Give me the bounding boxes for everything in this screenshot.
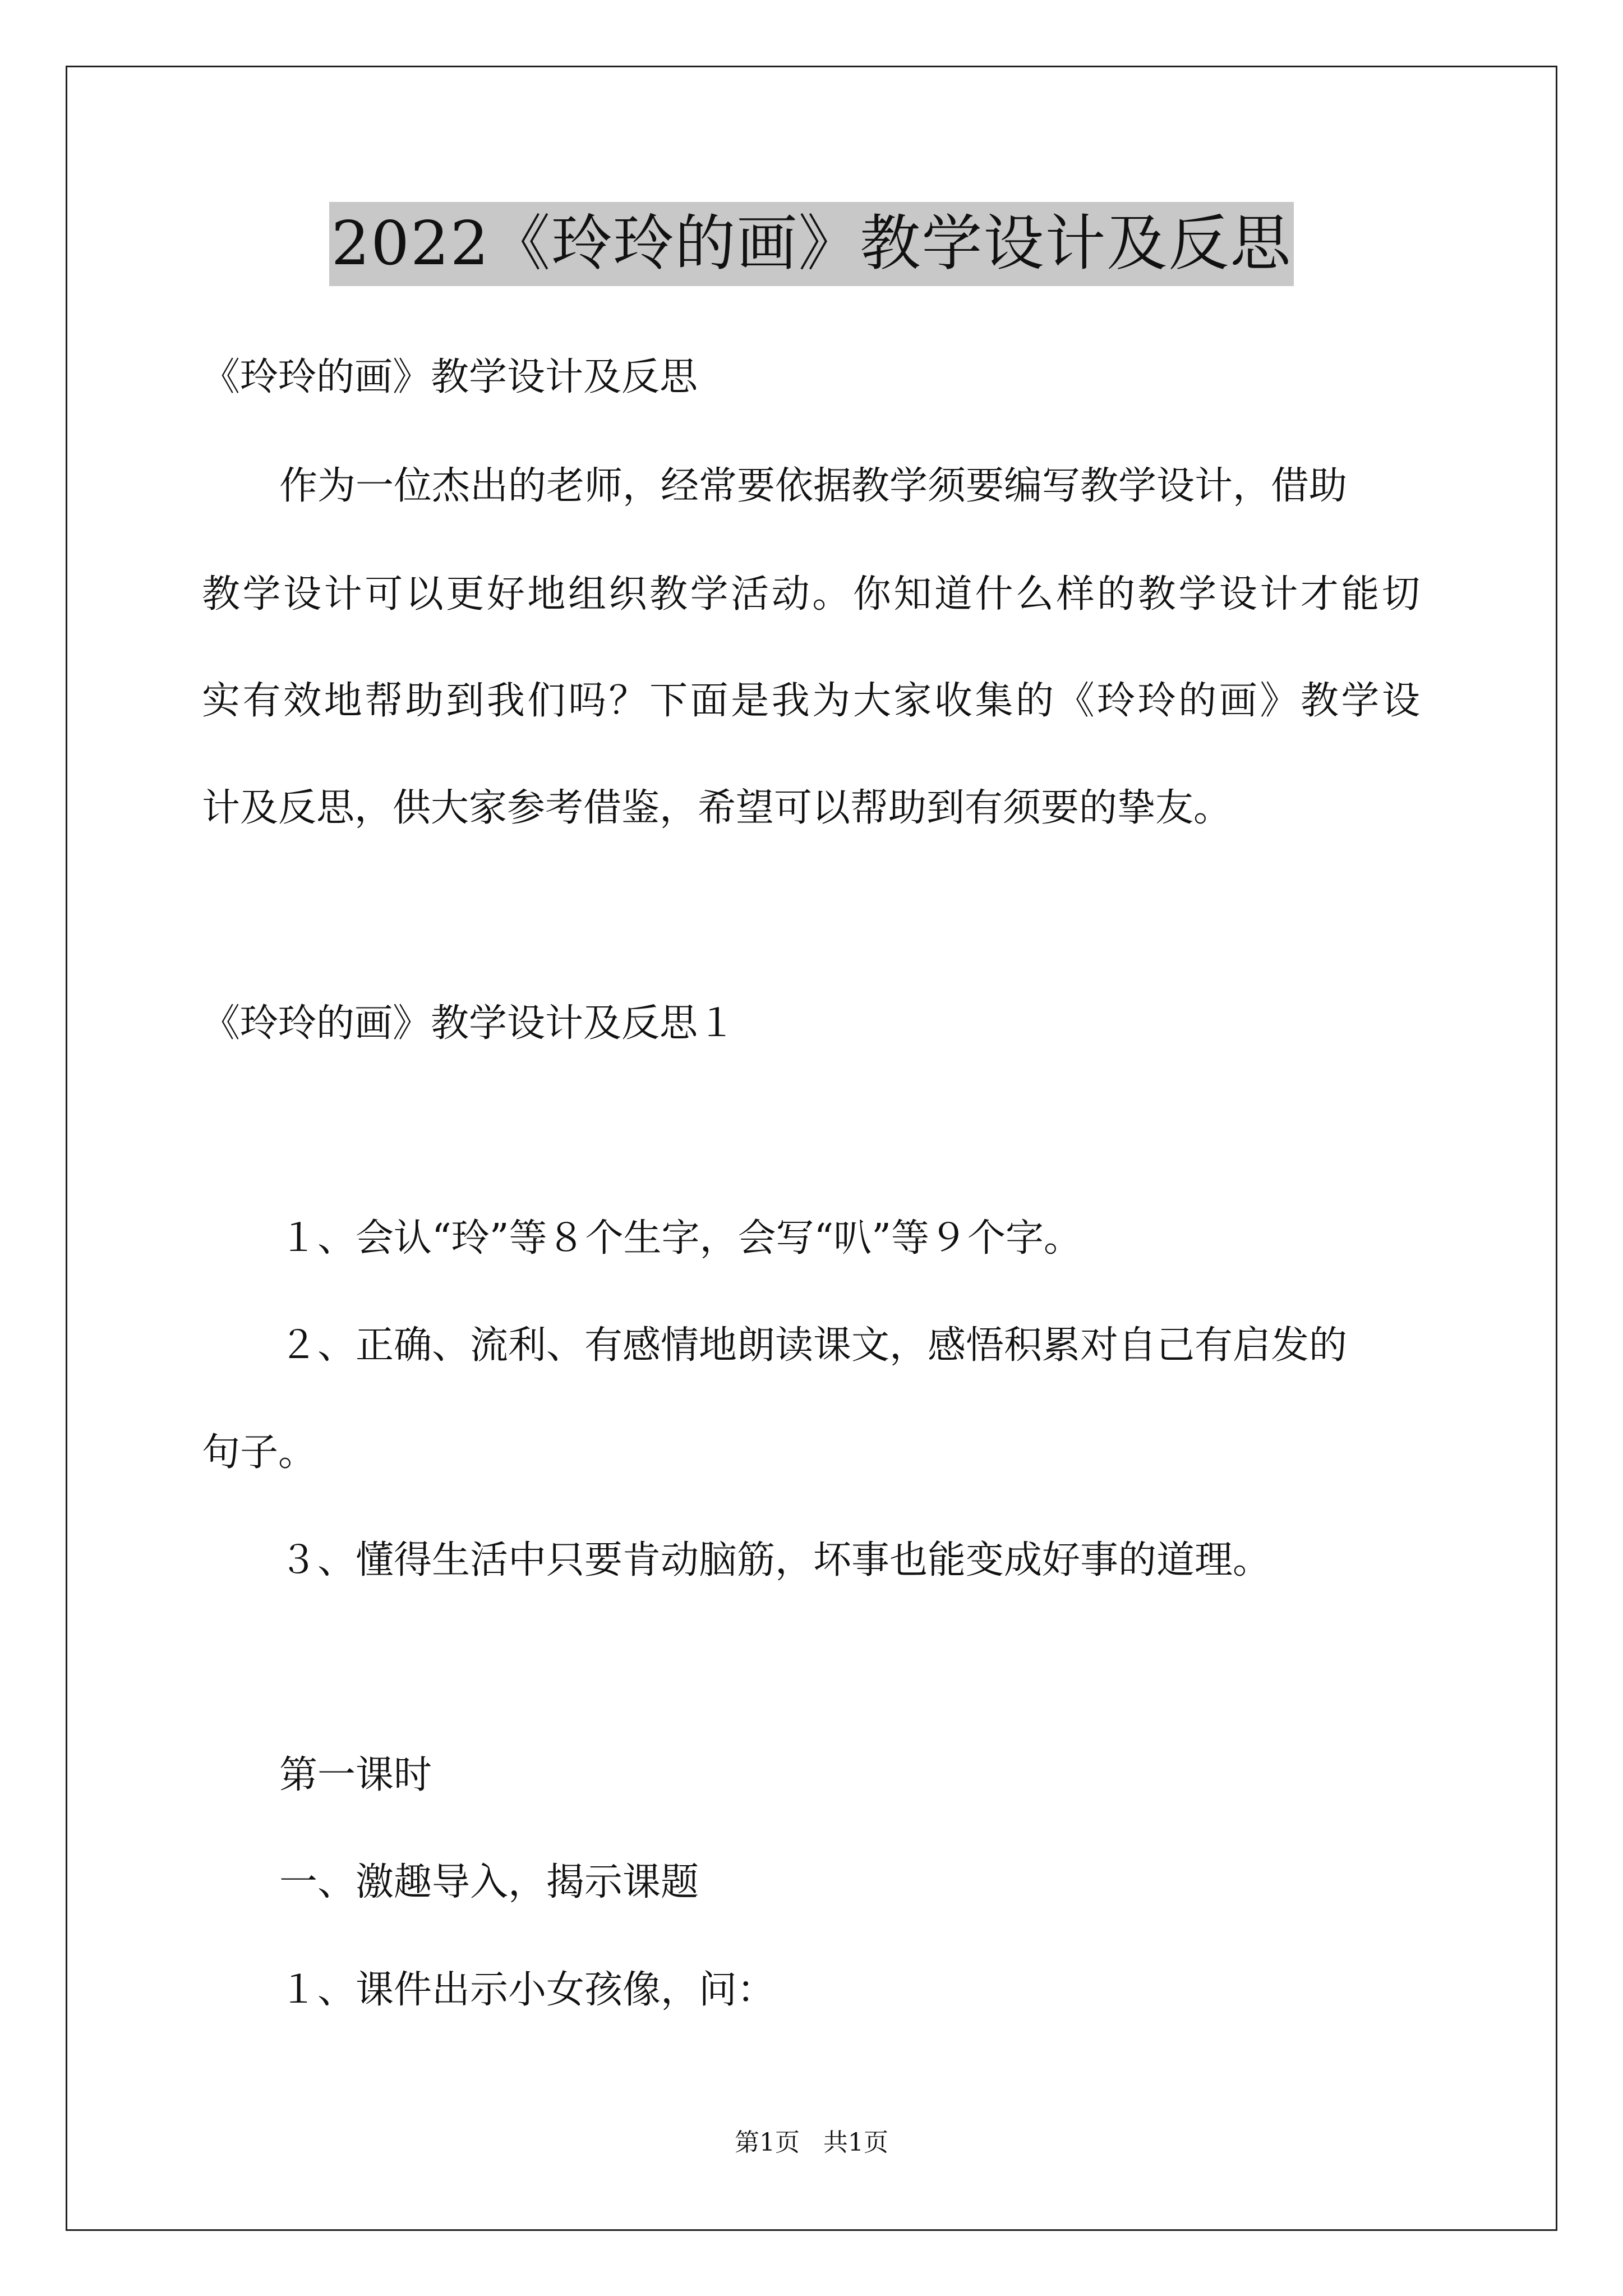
lesson-label: 第一课时 bbox=[279, 1753, 432, 1797]
document-title: 2022《玲玲的画》教学设计及反思 bbox=[329, 202, 1294, 286]
title-container bbox=[0, 202, 1623, 286]
intro-line-1: 作为一位杰出的老师，经常要依据教学须要编写教学设计，借助 bbox=[279, 464, 1348, 508]
intro-line-2: 教学设计可以更好地组织教学活动。你知道什么样的教学设计才能切 bbox=[202, 572, 1420, 616]
step-heading: 一、激趣导入，揭示课题 bbox=[279, 1860, 699, 1904]
goal-item-2: ２、正确、流利、有感情地朗读课文，感悟积累对自己有启发的 bbox=[279, 1323, 1348, 1368]
page-footer: 第1页 共1页 bbox=[735, 2128, 888, 2157]
goal-item-3: ３、懂得生活中只要肯动脑筋，坏事也能变成好事的道理。 bbox=[279, 1538, 1271, 1582]
step-item-1: １、课件出示小女孩像，问： bbox=[279, 1968, 776, 2012]
intro-line-4: 计及反思，供大家参考借鉴，希望可以帮助到有须要的挚友。 bbox=[202, 786, 1232, 830]
intro-line-3: 实有效地帮助到我们吗？下面是我为大家收集的《玲玲的画》教学设 bbox=[202, 679, 1420, 723]
goal-item-1: １、会认“玲”等８个生字，会写“叭”等９个字。 bbox=[279, 1216, 1082, 1260]
goal-item-2-continuation: 句子。 bbox=[202, 1430, 317, 1475]
subtitle: 《玲玲的画》教学设计及反思 bbox=[202, 355, 698, 399]
section-heading: 《玲玲的画》教学设计及反思１ bbox=[202, 1001, 736, 1046]
